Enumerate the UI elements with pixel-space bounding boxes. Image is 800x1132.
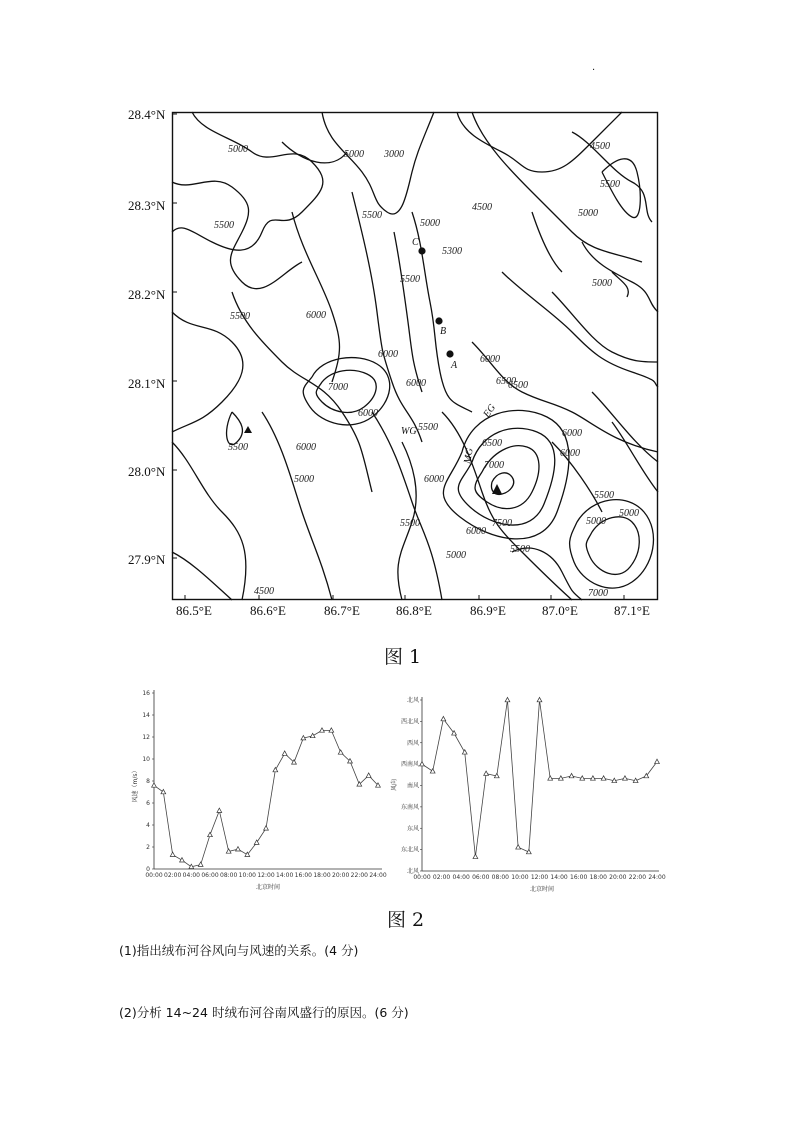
contour-label: 5500 (214, 220, 234, 231)
right-x-tick-label: 24:00 (648, 874, 666, 881)
contour-label: 4500 (472, 202, 492, 213)
left-y-tick-label: 16 (142, 690, 150, 697)
right-x-tick-label: 00:00 (413, 874, 431, 881)
right-x-label: 北京时间 (529, 886, 555, 893)
wind-speed-point (161, 789, 166, 793)
right-y-tick-label: 西北风 (400, 718, 419, 726)
contour-label: 5500 (594, 490, 614, 501)
right-x-tick-label: 12:00 (530, 874, 549, 881)
left-y-tick-label: 14 (142, 712, 150, 719)
wind-direction-point (569, 773, 574, 777)
wind-speed-point (198, 862, 203, 866)
contour-label: 7000 (484, 460, 504, 471)
wind-direction-point (655, 759, 660, 763)
lat-label: 28.4°N (128, 107, 166, 122)
label-mg: MG (462, 447, 476, 465)
question-1: (1)指出绒布河谷风向与风速的关系。(4 分) (119, 943, 359, 958)
right-y-label: 风向 (391, 778, 398, 792)
contour-label: 5300 (442, 246, 462, 257)
question-2: (2)分析 14~24 时绒布河谷南风盛行的原因。(6 分) (119, 1005, 409, 1020)
right-x-tick-label: 14:00 (550, 874, 568, 881)
wind-direction-point (601, 776, 606, 780)
left-y-tick-label: 6 (146, 800, 150, 807)
point-label-c: C (412, 237, 419, 248)
contour-label: 5500 (362, 210, 382, 221)
label-eg: EG (481, 402, 499, 420)
wind-speed-point (170, 852, 175, 856)
wind-direction-point (473, 854, 478, 858)
right-y-tick-label: 东南风 (400, 803, 419, 811)
wind-direction-point (516, 845, 521, 849)
wind-speed-point (273, 767, 278, 771)
left-x-tick-label: 22:00 (350, 872, 368, 879)
contour-label: 6000 (480, 354, 500, 365)
lon-label: 86.6°E (250, 603, 286, 618)
wind-speed-point (310, 733, 315, 737)
wind-direction-point (484, 771, 489, 775)
contour-label: 5500 (228, 442, 248, 453)
wind-speed-point (236, 847, 241, 851)
contour-label: 5500 (418, 422, 438, 433)
contour-label: 6000 (296, 442, 316, 453)
right-y-tick-label: 东北风 (400, 846, 419, 854)
right-y-tick-label: 西南风 (400, 761, 419, 769)
contour-label: 5000 (586, 516, 606, 527)
contour-label: 5000 (344, 149, 364, 160)
contour-label: 6500 (496, 376, 516, 387)
contour-label: 5500 (400, 274, 420, 285)
contour-label: 5000 (420, 218, 440, 229)
wind-speed-point (366, 773, 371, 777)
right-y-tick-label: 西风 (406, 739, 419, 747)
left-x-tick-label: 14:00 (276, 872, 294, 879)
contour-label: 5500 (400, 518, 420, 529)
left-y-tick-label: 2 (146, 844, 150, 851)
contour-label: 7500 (492, 518, 512, 529)
lat-label: 28.0°N (128, 464, 166, 479)
contour-label: 5500 (510, 544, 530, 555)
contour-label: 6500 (482, 438, 502, 449)
left-x-tick-label: 16:00 (294, 872, 312, 879)
wind-direction-chart (392, 685, 667, 895)
lat-label: 28.3°N (128, 198, 166, 213)
wind-direction-point (591, 776, 596, 780)
wind-direction-point (548, 776, 553, 780)
right-x-tick-label: 22:00 (628, 874, 647, 881)
contour-label: 5000 (578, 208, 598, 219)
wind-direction-point (623, 776, 628, 780)
point-c-marker (418, 247, 425, 254)
contour-label: 5000 (294, 474, 314, 485)
wind-direction-point (537, 697, 542, 701)
right-x-tick-label: 06:00 (472, 874, 490, 881)
contour-label: 5000 (446, 550, 466, 561)
left-y-tick-label: 12 (142, 734, 150, 741)
wind-direction-point (430, 769, 435, 773)
right-y-tick-label: 东风 (406, 825, 419, 833)
wind-direction-series (422, 700, 657, 857)
wind-direction-point (420, 762, 425, 766)
wind-speed-point (217, 808, 222, 812)
left-x-tick-label: 04:00 (182, 872, 200, 879)
right-x-tick-label: 18:00 (589, 874, 607, 881)
left-x-tick-label: 20:00 (332, 872, 350, 879)
contour-label: 6000 (560, 448, 580, 459)
contour-label: 4500 (590, 141, 610, 152)
lon-label: 87.1°E (614, 603, 650, 618)
contour-label: 6500 (508, 380, 528, 391)
left-x-tick-label: 06:00 (201, 872, 219, 879)
contour-label: 7000 (328, 382, 348, 393)
lon-label: 86.9°E (470, 603, 506, 618)
left-x-tick-label: 10:00 (238, 872, 256, 879)
left-y-tick-label: 4 (146, 822, 150, 829)
contour-label: 7000 (588, 588, 608, 599)
point-label-a: A (451, 360, 458, 371)
left-x-label: 北京时间 (255, 884, 281, 891)
lon-label: 86.7°E (324, 603, 360, 618)
figure2-caption: 图 2 (387, 909, 425, 931)
contour-label: 6000 (378, 349, 398, 360)
wind-speed-point (180, 858, 185, 862)
wind-speed-point (208, 832, 213, 836)
right-x-tick-label: 20:00 (609, 874, 627, 881)
lon-label: 86.5°E (176, 603, 212, 618)
lat-label: 27.9°N (128, 552, 166, 567)
wind-speed-point (282, 751, 287, 755)
wind-speed-series (154, 730, 378, 866)
contour-label: 6000 (466, 526, 486, 537)
contour-label: 5500 (230, 311, 250, 322)
contour-label: 3000 (384, 149, 404, 160)
right-x-tick-label: 02:00 (432, 874, 451, 881)
label-wg: WG (401, 426, 417, 437)
point-b-marker (435, 317, 442, 324)
right-y-tick-label: 北风 (406, 697, 419, 704)
right-x-tick-label: 16:00 (570, 874, 588, 881)
lon-label: 87.0°E (542, 603, 578, 618)
left-x-tick-label: 18:00 (313, 872, 331, 879)
right-y-tick-label: 南风 (406, 782, 419, 790)
left-x-tick-label: 24:00 (369, 872, 387, 879)
wind-speed-chart (132, 685, 392, 895)
wind-speed-point (264, 826, 269, 830)
left-x-tick-label: 08:00 (220, 872, 238, 879)
left-x-tick-label: 00:00 (145, 872, 163, 879)
left-y-tick-label: 0 (146, 866, 150, 873)
contour-label: 4500 (254, 586, 274, 597)
right-x-tick-label: 04:00 (452, 874, 470, 881)
wind-speed-point (338, 750, 343, 754)
corner-mark: . (592, 62, 596, 73)
contour-label: 6000 (424, 474, 444, 485)
figure1-map (120, 100, 680, 630)
wind-direction-point (462, 750, 467, 754)
right-y-tick-label: 北风 (406, 868, 419, 875)
lat-label: 28.1°N (128, 376, 166, 391)
lat-label: 28.2°N (128, 287, 166, 302)
contour-label: 5500 (600, 179, 620, 190)
point-label-b: B (440, 326, 447, 337)
contour-label: 6000 (406, 378, 426, 389)
contour-label: 5000 (619, 508, 639, 519)
contour-label: 6000 (358, 408, 378, 419)
wind-direction-point (441, 716, 446, 720)
contour-label: 5000 (228, 144, 248, 155)
contour-map (172, 112, 658, 600)
contour-label: 6000 (562, 428, 582, 439)
left-y-tick-label: 8 (146, 778, 150, 785)
lon-label: 86.8°E (396, 603, 432, 618)
point-a-marker (446, 350, 453, 357)
wind-direction-point (505, 697, 510, 701)
left-y-label: 风速（m/s） (132, 767, 139, 803)
contour-label: 5000 (592, 278, 612, 289)
left-y-tick-label: 10 (142, 756, 150, 763)
left-x-tick-label: 02:00 (164, 872, 182, 879)
left-x-tick-label: 12:00 (257, 872, 275, 879)
right-x-tick-label: 08:00 (491, 874, 509, 881)
contour-label: 6000 (306, 310, 326, 321)
figure1-caption: 图 1 (384, 646, 422, 668)
right-x-tick-label: 10:00 (511, 874, 529, 881)
wind-speed-point (152, 783, 157, 787)
